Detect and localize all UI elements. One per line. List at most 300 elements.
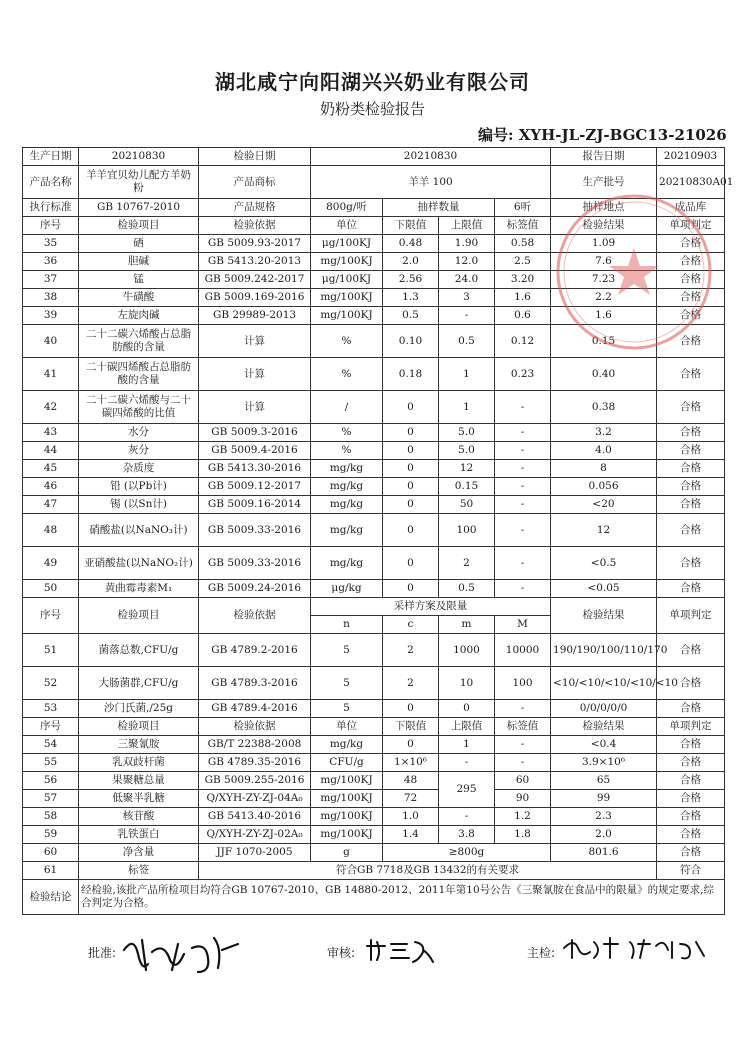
header-cell: 检验项目 — [79, 598, 199, 634]
cell: 24.0 — [439, 271, 495, 289]
header-cell: 单项判定 — [657, 217, 725, 235]
cell: mg/100KJ — [311, 307, 383, 325]
cell: 43 — [23, 424, 79, 442]
cell: ≥800g — [383, 844, 551, 862]
table3-header — [23, 718, 725, 736]
cell: 计算 — [199, 391, 311, 424]
cell: GB 4789.35-2016 — [199, 754, 311, 772]
cell: GB 5009.242-2017 — [199, 271, 311, 289]
cell: 3.2 — [551, 424, 657, 442]
cell: 57 — [23, 790, 79, 808]
cell: Q/XYH-ZY-ZJ-04A₀ — [199, 790, 311, 808]
cell: 60 — [495, 772, 551, 790]
cell: 10 — [439, 667, 495, 700]
table2-header — [23, 598, 725, 616]
table-row — [23, 634, 725, 667]
cell: 295 — [439, 772, 495, 808]
cell: Q/XYH-ZY-ZJ-02A₀ — [199, 826, 311, 844]
header-cell: 检验依据 — [199, 718, 311, 736]
cell: 90 — [495, 790, 551, 808]
brand-label: 产品商标 — [199, 166, 311, 199]
header-cell: 上限值 — [439, 217, 495, 235]
cell: 12 — [439, 460, 495, 478]
cell: 0 — [383, 478, 439, 496]
cell: mg/kg — [311, 547, 383, 580]
cell: g — [311, 844, 383, 862]
cell: 48 — [383, 772, 439, 790]
cell: 0 — [383, 442, 439, 460]
cell: 合格 — [657, 844, 725, 862]
cell: mg/100KJ — [311, 826, 383, 844]
table-row — [23, 289, 725, 307]
cell: 0.38 — [551, 391, 657, 424]
header-cell: n — [311, 616, 383, 634]
cell: 3 — [439, 289, 495, 307]
approver-signature-icon — [118, 930, 248, 980]
table-row — [23, 547, 725, 580]
cell: 合格 — [657, 808, 725, 826]
cell: mg/kg — [311, 736, 383, 754]
cell: 41 — [23, 358, 79, 391]
header-cell: 单位 — [311, 217, 383, 235]
table-row — [23, 460, 725, 478]
product-name: 羊羊宜贝幼儿配方羊奶粉 — [79, 166, 199, 199]
cell: 合格 — [657, 253, 725, 271]
cell: 2.5 — [495, 253, 551, 271]
header-cell: 检验依据 — [199, 598, 311, 634]
cell: 合格 — [657, 271, 725, 289]
cell: 计算 — [199, 358, 311, 391]
cell: 61 — [23, 862, 79, 880]
cell: 10000 — [495, 634, 551, 667]
cell: 65 — [551, 772, 657, 790]
cell: 合格 — [657, 514, 725, 547]
header-cell: 下限值 — [383, 718, 439, 736]
cell: 1.09 — [551, 235, 657, 253]
cell: 合格 — [657, 580, 725, 598]
conclusion-label: 检验结论 — [23, 880, 79, 915]
cell: GB 5009.169-2016 — [199, 289, 311, 307]
header-cell: 序号 — [23, 718, 79, 736]
batch-number: 20210830A01 — [657, 166, 725, 199]
cell: 合格 — [657, 235, 725, 253]
approve-block — [88, 944, 116, 961]
cell: 3.8 — [439, 826, 495, 844]
cell: 计算 — [199, 325, 311, 358]
brand: 羊羊 100 — [311, 166, 551, 199]
cell: 0 — [383, 391, 439, 424]
cell: μg/kg — [311, 580, 383, 598]
header-cell: 序号 — [23, 598, 79, 634]
batch-label: 生产批号 — [551, 166, 657, 199]
production-date-label: 生产日期 — [23, 148, 79, 166]
cell: - — [439, 307, 495, 325]
cell: 45 — [23, 460, 79, 478]
cell: % — [311, 442, 383, 460]
cell: 0.15 — [551, 325, 657, 358]
cell: 水分 — [79, 424, 199, 442]
cell: 2.2 — [551, 289, 657, 307]
sample-qty: 6听 — [495, 199, 551, 217]
cell: 三聚氰胺 — [79, 736, 199, 754]
cell: 801.6 — [551, 844, 657, 862]
cell: / — [311, 391, 383, 424]
cell: 0.15 — [439, 478, 495, 496]
cell: 0 — [383, 496, 439, 514]
cell: 0 — [383, 736, 439, 754]
cell: 黄曲霉毒素M₁ — [79, 580, 199, 598]
cell: 100 — [495, 667, 551, 700]
cell: 59 — [23, 826, 79, 844]
cell: mg/100KJ — [311, 289, 383, 307]
cell: 100 — [439, 514, 495, 547]
header-cell: 单项判定 — [657, 718, 725, 736]
cell: 大肠菌群,CFU/g — [79, 667, 199, 700]
info-row-2 — [23, 166, 725, 199]
cell: 0 — [383, 580, 439, 598]
cell: 合格 — [657, 736, 725, 754]
table-row — [23, 580, 725, 598]
cell: 1.0 — [383, 808, 439, 826]
cell: - — [495, 478, 551, 496]
spec-label: 产品规格 — [199, 199, 311, 217]
cell: 2.3 — [551, 808, 657, 826]
table-row — [23, 235, 725, 253]
cell: 36 — [23, 253, 79, 271]
inspector-label: 主检: — [527, 946, 556, 960]
header-cell: 检验项目 — [79, 718, 199, 736]
cell: - — [495, 442, 551, 460]
cell: 0 — [383, 424, 439, 442]
cell: 7.23 — [551, 271, 657, 289]
cell: 1.4 — [383, 826, 439, 844]
header-cell: M — [495, 616, 551, 634]
cell: 4.0 — [551, 442, 657, 460]
cell: GB 5009.12-2017 — [199, 478, 311, 496]
cell: 胆碱 — [79, 253, 199, 271]
inspection-date-label: 检验日期 — [199, 148, 311, 166]
cell: 1.3 — [383, 289, 439, 307]
table-row — [23, 754, 725, 772]
table-row — [23, 862, 725, 880]
cell: 0.5 — [383, 307, 439, 325]
cell: mg/100KJ — [311, 808, 383, 826]
cell: 牛磺酸 — [79, 289, 199, 307]
cell: 5 — [311, 634, 383, 667]
cell: 99 — [551, 790, 657, 808]
cell: <20 — [551, 496, 657, 514]
cell: 0.40 — [551, 358, 657, 391]
cell: 47 — [23, 496, 79, 514]
cell: 38 — [23, 289, 79, 307]
cell: GB 5009.24-2016 — [199, 580, 311, 598]
cell: 合格 — [657, 700, 725, 718]
cell: 40 — [23, 325, 79, 358]
cell: 44 — [23, 442, 79, 460]
cell: 35 — [23, 235, 79, 253]
review-block — [327, 944, 355, 961]
cell: 乳铁蛋白 — [79, 826, 199, 844]
cell: mg/kg — [311, 496, 383, 514]
cell: 1 — [439, 391, 495, 424]
table-row — [23, 478, 725, 496]
cell: 2.0 — [551, 826, 657, 844]
inspector-block — [527, 944, 555, 961]
cell: 42 — [23, 391, 79, 424]
cell: - — [495, 496, 551, 514]
cell: GB 5413.20-2013 — [199, 253, 311, 271]
cell: 1.8 — [495, 826, 551, 844]
cell: - — [495, 736, 551, 754]
cell: 37 — [23, 271, 79, 289]
cell: 合格 — [657, 325, 725, 358]
header-cell: 检验结果 — [551, 718, 657, 736]
cell: GB 5009.255-2016 — [199, 772, 311, 790]
cell: % — [311, 424, 383, 442]
cell: 0/0/0/0/0 — [551, 700, 657, 718]
header-cell: 单位 — [311, 718, 383, 736]
table-row — [23, 772, 725, 790]
product-name-label: 产品名称 — [23, 166, 79, 199]
cell: GB 5009.33-2016 — [199, 547, 311, 580]
cell: 合格 — [657, 442, 725, 460]
cell: 2 — [383, 667, 439, 700]
report-number: 编号: XYH-JL-ZJ-BGC13-21026 — [478, 126, 727, 144]
cell: 2.56 — [383, 271, 439, 289]
header-cell: 检验依据 — [199, 217, 311, 235]
cell: GB 5009.33-2016 — [199, 514, 311, 547]
cell: 1.6 — [495, 289, 551, 307]
report-table — [22, 147, 734, 915]
table-row — [23, 271, 725, 289]
cell: 2.0 — [383, 253, 439, 271]
cell: CFU/g — [311, 754, 383, 772]
cell: 硝酸盐(以NaNO₃计) — [79, 514, 199, 547]
cell: <0.05 — [551, 580, 657, 598]
company-name: 湖北咸宁向阳湖兴兴奶业有限公司 — [215, 70, 530, 94]
cell: 0.12 — [495, 325, 551, 358]
header-cell: 下限值 — [383, 217, 439, 235]
cell: 1.90 — [439, 235, 495, 253]
cell: 1000 — [439, 634, 495, 667]
header-cell: 上限值 — [439, 718, 495, 736]
table2 — [23, 598, 725, 634]
cell: 1.6 — [551, 307, 657, 325]
cell: 54 — [23, 736, 79, 754]
header-cell: 单项判定 — [657, 598, 725, 634]
cell: GB 4789.3-2016 — [199, 667, 311, 700]
cell: 锡 (以Sn计) — [79, 496, 199, 514]
cell: 0.18 — [383, 358, 439, 391]
table-row — [23, 514, 725, 547]
cell: GB 5009.93-2017 — [199, 235, 311, 253]
table3 — [23, 718, 725, 915]
cell: μg/100KJ — [311, 235, 383, 253]
cell: 5 — [311, 667, 383, 700]
table-row — [23, 667, 725, 700]
table1-header — [23, 217, 725, 235]
cell: mg/100KJ — [311, 253, 383, 271]
header-cell: 标签值 — [495, 718, 551, 736]
header-cell: 检验结果 — [551, 598, 657, 634]
cell: 合格 — [657, 307, 725, 325]
cell: GB 5413.30-2016 — [199, 460, 311, 478]
table2-body — [23, 634, 725, 718]
cell: μg/100KJ — [311, 271, 383, 289]
cell: % — [311, 325, 383, 358]
cell: mg/kg — [311, 514, 383, 547]
cell: 0.056 — [551, 478, 657, 496]
approve-label: 批准: — [88, 946, 117, 960]
cell: 低聚半乳糖 — [79, 790, 199, 808]
table-row — [23, 790, 725, 808]
cell: 亚硝酸盐(以NaNO₂计) — [79, 547, 199, 580]
cell: 1×10⁶ — [383, 754, 439, 772]
cell: 合格 — [657, 289, 725, 307]
table-row — [23, 253, 725, 271]
cell: 二十二碳六烯酸与二十碳四烯酸的比值 — [79, 391, 199, 424]
cell: 合格 — [657, 358, 725, 391]
cell: mg/kg — [311, 478, 383, 496]
cell: 合格 — [657, 790, 725, 808]
cell: 52 — [23, 667, 79, 700]
cell: 合格 — [657, 391, 725, 424]
cell: 0.58 — [495, 235, 551, 253]
header-cell: c — [383, 616, 439, 634]
cell: - — [495, 391, 551, 424]
header-cell: 序号 — [23, 217, 79, 235]
table-row — [23, 844, 725, 862]
cell: 3.20 — [495, 271, 551, 289]
cell: 1.2 — [495, 808, 551, 826]
cell: 0.10 — [383, 325, 439, 358]
report-date: 20210903 — [657, 148, 725, 166]
review-label: 审核: — [327, 946, 356, 960]
conclusion-text: 经检验,该批产品所检项目均符合GB 10767-2010、GB 14880-2012、2011年第10号公告《三聚氰胺在食品中的限量》的规定要求,综合判定为合格。 — [79, 880, 725, 915]
cell: 56 — [23, 772, 79, 790]
cell: 0 — [383, 547, 439, 580]
cell: 1 — [439, 358, 495, 391]
cell: 合格 — [657, 424, 725, 442]
cell: GB 5413.40-2016 — [199, 808, 311, 826]
cell: 49 — [23, 547, 79, 580]
cell: 0 — [383, 514, 439, 547]
cell: 5.0 — [439, 424, 495, 442]
cell: 53 — [23, 700, 79, 718]
cell: - — [495, 514, 551, 547]
header-cell: 标签值 — [495, 217, 551, 235]
cell: - — [495, 547, 551, 580]
cell: 0 — [383, 700, 439, 718]
cell: GB 5009.16-2014 — [199, 496, 311, 514]
cell: 7.6 — [551, 253, 657, 271]
cell: 合格 — [657, 826, 725, 844]
cell: 55 — [23, 754, 79, 772]
header-cell: 检验项目 — [79, 217, 199, 235]
sample-place-label: 抽样地点 — [551, 199, 657, 217]
cell: 合格 — [657, 754, 725, 772]
table-row — [23, 826, 725, 844]
cell: 0.23 — [495, 358, 551, 391]
cell: 60 — [23, 844, 79, 862]
standard: GB 10767-2010 — [79, 199, 199, 217]
cell: GB 5009.4-2016 — [199, 442, 311, 460]
cell: - — [495, 460, 551, 478]
cell: 果聚糖总量 — [79, 772, 199, 790]
cell: 符合 — [657, 862, 725, 880]
table1-body — [23, 235, 725, 598]
cell: <0.4 — [551, 736, 657, 754]
cell: 合格 — [657, 547, 725, 580]
cell: 灰分 — [79, 442, 199, 460]
cell: JJF 1070-2005 — [199, 844, 311, 862]
cell: mg/100KJ — [311, 772, 383, 790]
cell: 190/190/100/110/170 — [551, 634, 657, 667]
cell: 12 — [551, 514, 657, 547]
sample-qty-label: 抽样数量 — [383, 199, 495, 217]
header-cell: m — [439, 616, 495, 634]
cell: 二十碳四烯酸占总脂肪酸的含量 — [79, 358, 199, 391]
cell: 48 — [23, 514, 79, 547]
cell: 58 — [23, 808, 79, 826]
standard-label: 执行标准 — [23, 199, 79, 217]
cell: 核苷酸 — [79, 808, 199, 826]
cell: 合格 — [657, 478, 725, 496]
cell: 0 — [383, 460, 439, 478]
reviewer-signature-icon — [363, 936, 441, 966]
conclusion-row — [23, 880, 725, 915]
table-row — [23, 496, 725, 514]
cell: GB 29989-2013 — [199, 307, 311, 325]
header-cell: 检验结果 — [551, 217, 657, 235]
table-row — [23, 358, 725, 391]
cell: - — [495, 700, 551, 718]
cell: - — [439, 754, 495, 772]
cell: 杂质度 — [79, 460, 199, 478]
cell: 左旋肉碱 — [79, 307, 199, 325]
report-title: 奶粉类检验报告 — [319, 100, 425, 118]
cell: 1 — [439, 736, 495, 754]
inspector-signature-icon — [560, 934, 710, 964]
cell: 二十二碳六烯酸占总脂肪酸的含量 — [79, 325, 199, 358]
cell: 0.5 — [439, 580, 495, 598]
cell: 锰 — [79, 271, 199, 289]
table-row — [23, 736, 725, 754]
cell: 0 — [439, 700, 495, 718]
table-row — [23, 700, 725, 718]
cell: 39 — [23, 307, 79, 325]
cell: 72 — [383, 790, 439, 808]
cell: 菌落总数,CFU/g — [79, 634, 199, 667]
table-row — [23, 424, 725, 442]
cell: 51 — [23, 634, 79, 667]
cell: mg/kg — [311, 460, 383, 478]
sample-place: 成品库 — [657, 199, 725, 217]
cell: 铅 (以Pb计) — [79, 478, 199, 496]
cell: - — [439, 808, 495, 826]
cell: 合格 — [657, 772, 725, 790]
cell: <10/<10/<10/<10/<10 — [551, 667, 657, 700]
inspection-date: 20210830 — [311, 148, 551, 166]
cell: 合格 — [657, 496, 725, 514]
info-row-3 — [23, 199, 725, 217]
cell: GB 4789.2-2016 — [199, 634, 311, 667]
cell: % — [311, 358, 383, 391]
cell: 0.5 — [439, 325, 495, 358]
cell: 标签 — [79, 862, 199, 880]
cell: 0.6 — [495, 307, 551, 325]
cell: <0.5 — [551, 547, 657, 580]
